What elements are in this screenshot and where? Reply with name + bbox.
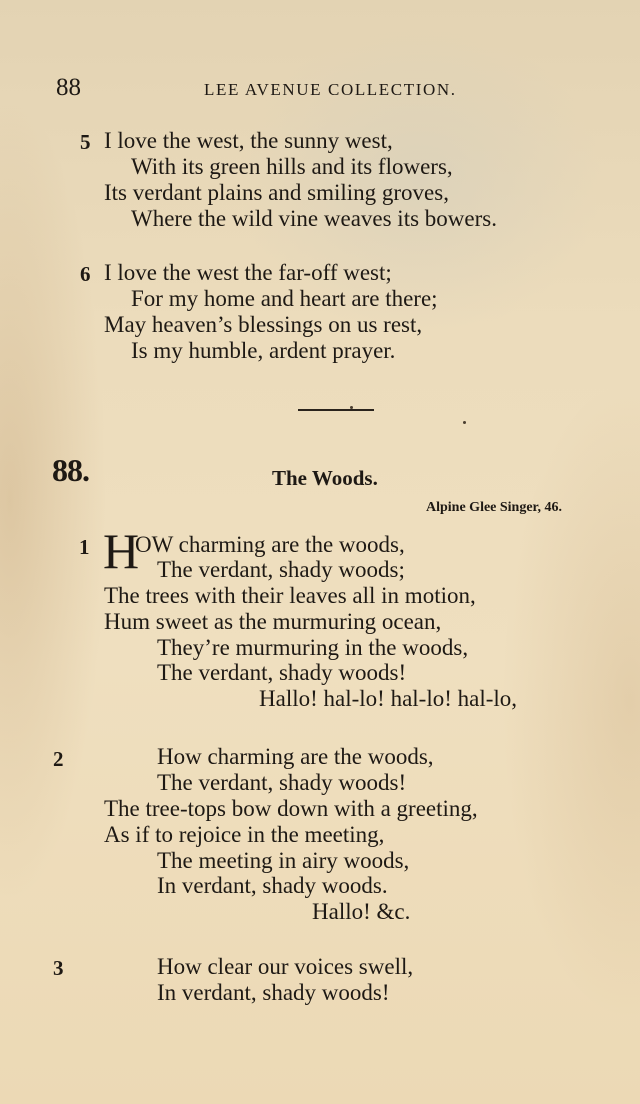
ink-speck (350, 406, 353, 409)
chorus-line: Hallo! &c. (312, 899, 411, 924)
verse-number: 1 (79, 535, 90, 559)
verse-line: The meeting in airy woods, (157, 848, 410, 873)
section-divider (298, 409, 374, 411)
verse-line: They’re murmuring in the woods, (157, 635, 469, 660)
verse-line: How clear our voices swell, (157, 954, 414, 979)
verse-number: 6 (80, 262, 91, 286)
hymn-title: The Woods. (272, 466, 378, 490)
verse-line: In verdant, shady woods! (157, 980, 390, 1005)
verse-line: The verdant, shady woods; (157, 557, 405, 582)
verse-line: For my home and heart are there; (131, 286, 438, 311)
verse-line: The verdant, shady woods! (157, 770, 407, 795)
verse-line: In verdant, shady woods. (157, 873, 388, 898)
verse-line: The trees with their leaves all in motion, (104, 583, 476, 608)
verse-line: Its verdant plains and smiling groves, (104, 180, 449, 205)
verse-number: 5 (80, 130, 91, 154)
page-number: 88 (56, 74, 81, 101)
verse-line: With its green hills and its flowers, (131, 154, 453, 179)
drop-cap: H (103, 523, 140, 579)
hymn-number: 88. (52, 452, 89, 488)
chorus-line: Hallo! hal-lo! hal-lo! hal-lo, (259, 686, 518, 711)
verse-line: May heaven’s blessings on us rest, (104, 312, 423, 337)
verse-line: The tree-tops bow down with a greeting, (104, 796, 478, 821)
verse-line: How charming are the woods, (157, 744, 434, 769)
verse-line: I love the west, the sunny west, (104, 128, 393, 153)
ink-speck (463, 421, 466, 424)
verse-line: Is my humble, ardent prayer. (131, 338, 396, 363)
verse-number: 3 (53, 956, 64, 980)
verse-line: The verdant, shady woods! (157, 660, 407, 685)
verse-line: I love the west the far-off west; (104, 260, 392, 285)
running-title: LEE AVENUE COLLECTION. (204, 80, 457, 99)
verse-line: As if to rejoice in the meeting, (104, 822, 385, 847)
hymn-source: Alpine Glee Singer, 46. (426, 500, 562, 515)
verse-line: Where the wild vine weaves its bowers. (131, 206, 497, 231)
verse-number: 2 (53, 747, 64, 771)
verse-line: OW charming are the woods, (135, 532, 405, 557)
verse-line: Hum sweet as the murmuring ocean, (104, 609, 442, 634)
